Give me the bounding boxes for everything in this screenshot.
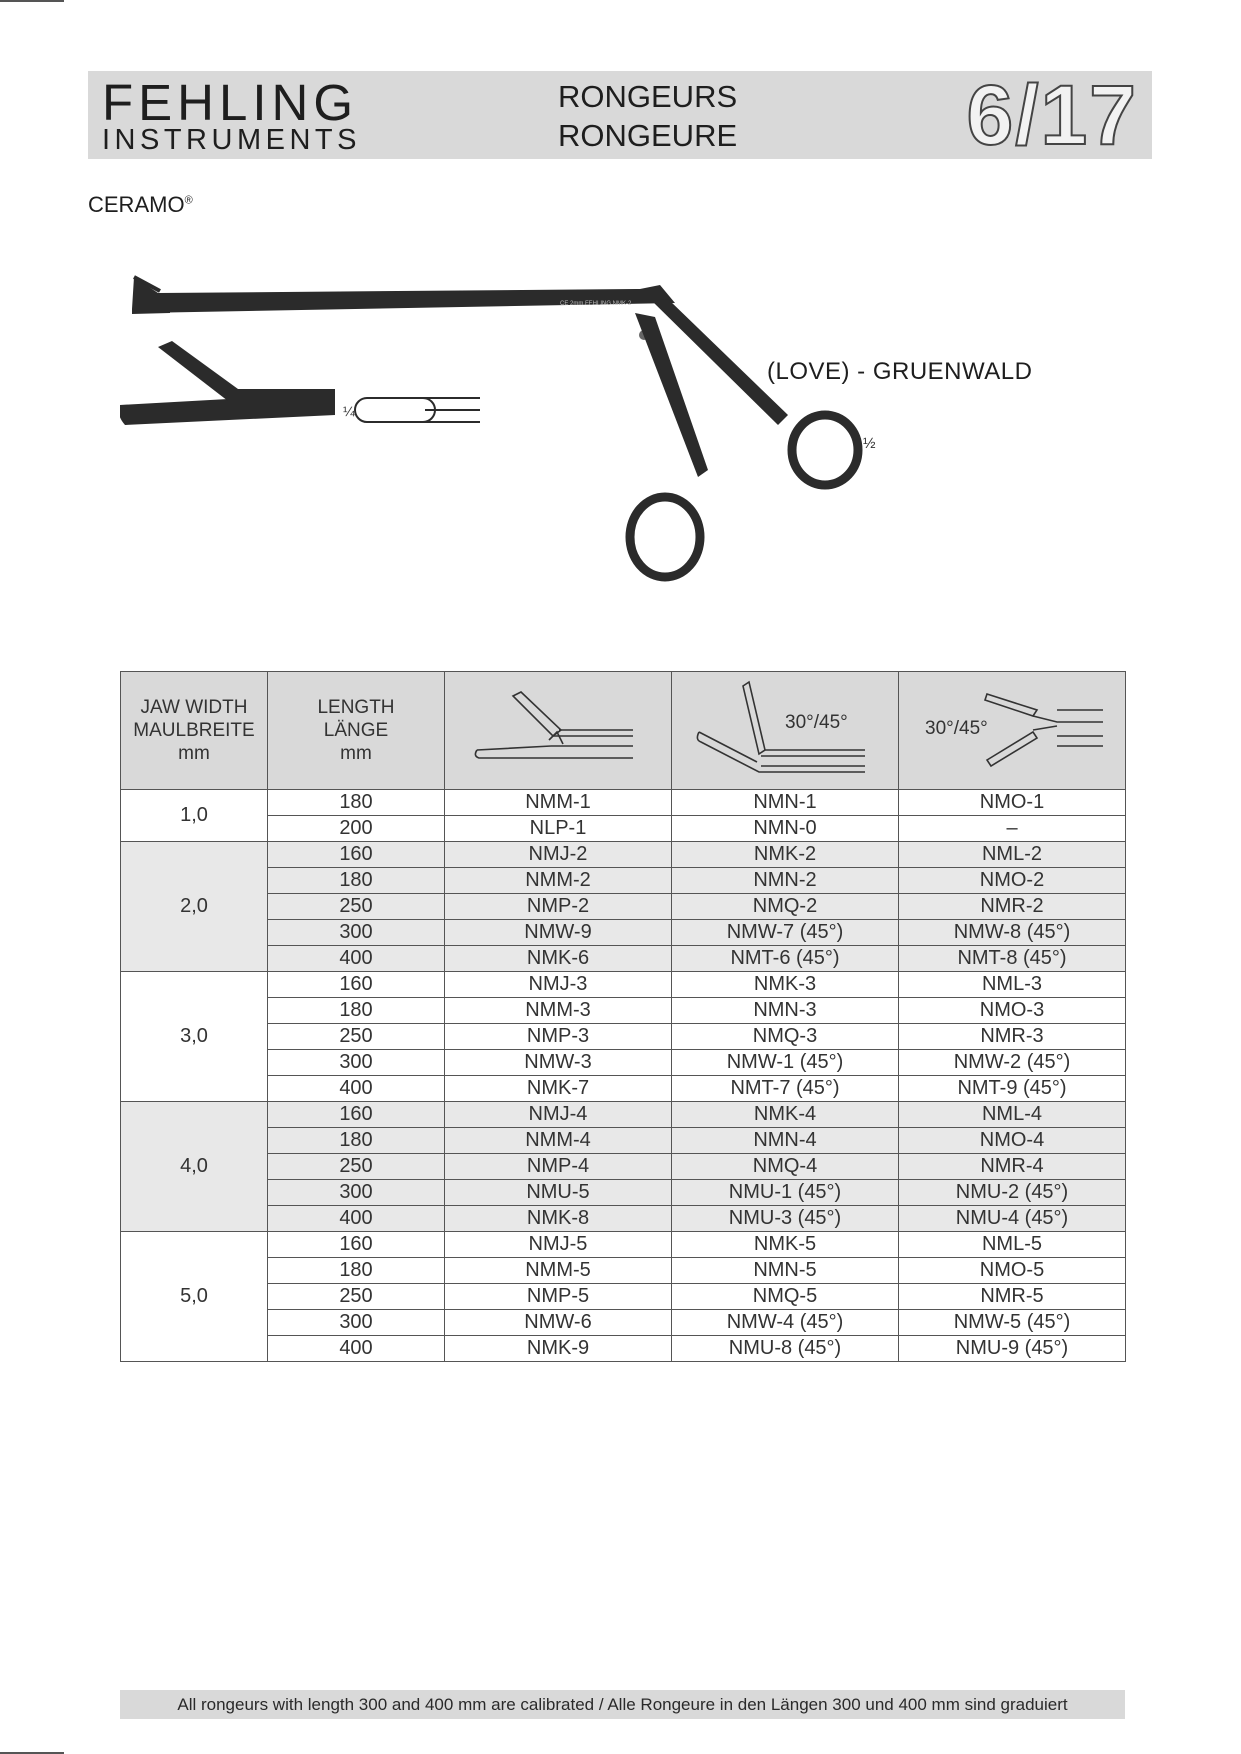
straight-code-cell: NMW-9: [445, 920, 672, 946]
length-cell: 180: [268, 998, 445, 1024]
category-title-de: RONGEURE: [558, 118, 738, 153]
side-angled-code-cell: NMT-8 (45°): [899, 946, 1126, 972]
side-angled-code-cell: NML-4: [899, 1102, 1126, 1128]
straight-code-cell: NMM-5: [445, 1258, 672, 1284]
straight-code-cell: NMM-2: [445, 868, 672, 894]
up-angled-code-cell: NMT-7 (45°): [672, 1076, 899, 1102]
length-cell: 160: [268, 972, 445, 998]
side-angled-jaw-icon: [917, 688, 1107, 768]
up-angled-code-cell: NMN-0: [672, 816, 899, 842]
table-row: [121, 1232, 1126, 1258]
straight-code-cell: NMK-6: [445, 946, 672, 972]
length-cell: 250: [268, 894, 445, 920]
jaw-width-cell: 3,0: [121, 972, 268, 1102]
table-row: [121, 842, 1126, 868]
up-angled-code-cell: NMN-3: [672, 998, 899, 1024]
up-angled-code-cell: NMN-1: [672, 790, 899, 816]
category-title-en: RONGEURS: [558, 79, 738, 114]
up-angled-code-cell: NMK-4: [672, 1102, 899, 1128]
side-angled-code-cell: NML-5: [899, 1232, 1126, 1258]
table-row: [121, 946, 1126, 972]
straight-code-cell: NMW-3: [445, 1050, 672, 1076]
table-row: [121, 1024, 1126, 1050]
up-angled-code-cell: NMK-3: [672, 972, 899, 998]
up-angled-code-cell: NMK-5: [672, 1232, 899, 1258]
table-row: [121, 1128, 1126, 1154]
header-jaw-width: JAW WIDTH MAULBREITE mm: [121, 672, 268, 790]
straight-code-cell: NMK-9: [445, 1336, 672, 1362]
length-cell: 160: [268, 842, 445, 868]
table-row: [121, 998, 1126, 1024]
header-up-angled-jaw-icon: [672, 672, 899, 790]
jaw-cross-section: [355, 398, 480, 422]
side-angled-code-cell: NMR-2: [899, 894, 1126, 920]
straight-code-cell: NMP-3: [445, 1024, 672, 1050]
straight-code-cell: NMW-6: [445, 1310, 672, 1336]
scale-label-main: ½: [863, 435, 876, 452]
side-angled-code-cell: NMO-3: [899, 998, 1126, 1024]
side-angled-code-cell: NML-2: [899, 842, 1126, 868]
page-number: 6/17: [966, 68, 1138, 162]
side-angled-code-cell: NML-3: [899, 972, 1126, 998]
finger-ring-upper: [792, 415, 858, 485]
table-row: [121, 1102, 1126, 1128]
table-row: [121, 790, 1126, 816]
length-cell: 400: [268, 1206, 445, 1232]
length-cell: 180: [268, 1258, 445, 1284]
table-row: [121, 1050, 1126, 1076]
length-cell: 300: [268, 1310, 445, 1336]
length-cell: 400: [268, 1336, 445, 1362]
side-angled-code-cell: NMR-5: [899, 1284, 1126, 1310]
length-cell: 250: [268, 1024, 445, 1050]
table-row: [121, 1284, 1126, 1310]
jaw-tip: [132, 309, 170, 314]
straight-code-cell: NMK-7: [445, 1076, 672, 1102]
side-angle-label: 30°/45°: [925, 717, 988, 739]
crop-mark-top: [0, 0, 64, 2]
jaw-width-cell: 1,0: [121, 790, 268, 842]
table-row: [121, 868, 1126, 894]
table-row: [121, 1076, 1126, 1102]
side-angled-code-cell: NMW-5 (45°): [899, 1310, 1126, 1336]
table-body: [121, 790, 1126, 1362]
up-angled-code-cell: NMQ-4: [672, 1154, 899, 1180]
table-row: [121, 1154, 1126, 1180]
straight-code-cell: NMJ-2: [445, 842, 672, 868]
side-angled-code-cell: NMO-4: [899, 1128, 1126, 1154]
length-cell: 180: [268, 1128, 445, 1154]
brand-subtitle: INSTRUMENTS: [102, 124, 361, 156]
side-angled-code-cell: NMO-2: [899, 868, 1126, 894]
straight-code-cell: NMM-4: [445, 1128, 672, 1154]
up-angled-code-cell: NMQ-3: [672, 1024, 899, 1050]
straight-code-cell: NMJ-4: [445, 1102, 672, 1128]
straight-code-cell: NMJ-3: [445, 972, 672, 998]
length-cell: 160: [268, 1102, 445, 1128]
straight-code-cell: NMM-3: [445, 998, 672, 1024]
page-header: [88, 68, 1152, 162]
up-angled-code-cell: NMQ-5: [672, 1284, 899, 1310]
product-line-name: CERAMO: [88, 192, 185, 217]
side-angled-code-cell: NMR-3: [899, 1024, 1126, 1050]
table-row: [121, 1310, 1126, 1336]
jaw-detail-closeup: [120, 341, 335, 425]
table-row: [121, 1206, 1126, 1232]
product-line: [88, 192, 193, 218]
instrument-name: (LOVE) - GRUENWALD: [767, 358, 1033, 385]
up-angled-code-cell: NMW-4 (45°): [672, 1310, 899, 1336]
catalog-table: [120, 671, 1126, 1362]
length-cell: 250: [268, 1284, 445, 1310]
straight-code-cell: NLP-1: [445, 816, 672, 842]
up-angled-code-cell: NMN-4: [672, 1128, 899, 1154]
length-cell: 160: [268, 1232, 445, 1258]
instrument-shaft: [132, 277, 675, 313]
side-angled-code-cell: NMU-2 (45°): [899, 1180, 1126, 1206]
up-angled-code-cell: NMK-2: [672, 842, 899, 868]
jaw-width-cell: 5,0: [121, 1232, 268, 1362]
up-angled-code-cell: NMQ-2: [672, 894, 899, 920]
side-angled-code-cell: NMW-2 (45°): [899, 1050, 1126, 1076]
length-cell: 400: [268, 1076, 445, 1102]
rongeur-illustration: [120, 265, 880, 585]
straight-code-cell: NMU-5: [445, 1180, 672, 1206]
header-length: LENGTH LÄNGE mm: [268, 672, 445, 790]
up-angled-code-cell: NMU-3 (45°): [672, 1206, 899, 1232]
up-angled-code-cell: NMT-6 (45°): [672, 946, 899, 972]
straight-code-cell: NMP-4: [445, 1154, 672, 1180]
side-angled-code-cell: NMO-1: [899, 790, 1126, 816]
up-angled-code-cell: NMN-2: [672, 868, 899, 894]
up-angled-code-cell: NMN-5: [672, 1258, 899, 1284]
finger-ring-lower: [630, 497, 700, 577]
registered-mark: ®: [184, 194, 193, 207]
length-cell: 300: [268, 920, 445, 946]
shaft-engraving: CE 2mm FEHLING NMK-2: [560, 301, 632, 307]
length-cell: 180: [268, 790, 445, 816]
length-cell: 180: [268, 868, 445, 894]
straight-code-cell: NMP-5: [445, 1284, 672, 1310]
length-cell: 300: [268, 1180, 445, 1206]
side-angled-code-cell: –: [899, 816, 1126, 842]
footer-note: All rongeurs with length 300 and 400 mm are calibrated / Alle Rongeure in den Längen 300 und 400 mm sind graduiert: [120, 1690, 1125, 1719]
length-cell: 400: [268, 946, 445, 972]
header-straight-jaw-icon: [445, 672, 672, 790]
side-angled-code-cell: NMO-5: [899, 1258, 1126, 1284]
table-header-row: [121, 672, 1126, 790]
up-angled-code-cell: NMW-1 (45°): [672, 1050, 899, 1076]
side-angled-code-cell: NMT-9 (45°): [899, 1076, 1126, 1102]
length-cell: 300: [268, 1050, 445, 1076]
brand-name: FEHLING: [102, 74, 359, 131]
table-row: [121, 1336, 1126, 1362]
straight-code-cell: NMK-8: [445, 1206, 672, 1232]
up-angled-code-cell: NMU-1 (45°): [672, 1180, 899, 1206]
table-row: [121, 972, 1126, 998]
side-angled-code-cell: NMR-4: [899, 1154, 1126, 1180]
table-row: [121, 1180, 1126, 1206]
straight-code-cell: NMP-2: [445, 894, 672, 920]
table-row: [121, 894, 1126, 920]
header-side-angled-jaw-icon: [899, 672, 1126, 790]
straight-code-cell: NMJ-5: [445, 1232, 672, 1258]
jaw-width-cell: 4,0: [121, 1102, 268, 1232]
table-row: [121, 816, 1126, 842]
side-angled-code-cell: NMW-8 (45°): [899, 920, 1126, 946]
jaw-width-cell: 2,0: [121, 842, 268, 972]
up-angle-label: 30°/45°: [785, 711, 848, 733]
table-row: [121, 1258, 1126, 1284]
side-angled-code-cell: NMU-9 (45°): [899, 1336, 1126, 1362]
straight-jaw-icon: [473, 688, 643, 768]
up-angled-code-cell: NMW-7 (45°): [672, 920, 899, 946]
straight-code-cell: NMM-1: [445, 790, 672, 816]
table-row: [121, 920, 1126, 946]
side-angled-code-cell: NMU-4 (45°): [899, 1206, 1126, 1232]
length-cell: 250: [268, 1154, 445, 1180]
scale-label-detail: ¼: [343, 403, 355, 419]
length-cell: 200: [268, 816, 445, 842]
up-angled-jaw-icon: [695, 678, 875, 778]
up-angled-code-cell: NMU-8 (45°): [672, 1336, 899, 1362]
